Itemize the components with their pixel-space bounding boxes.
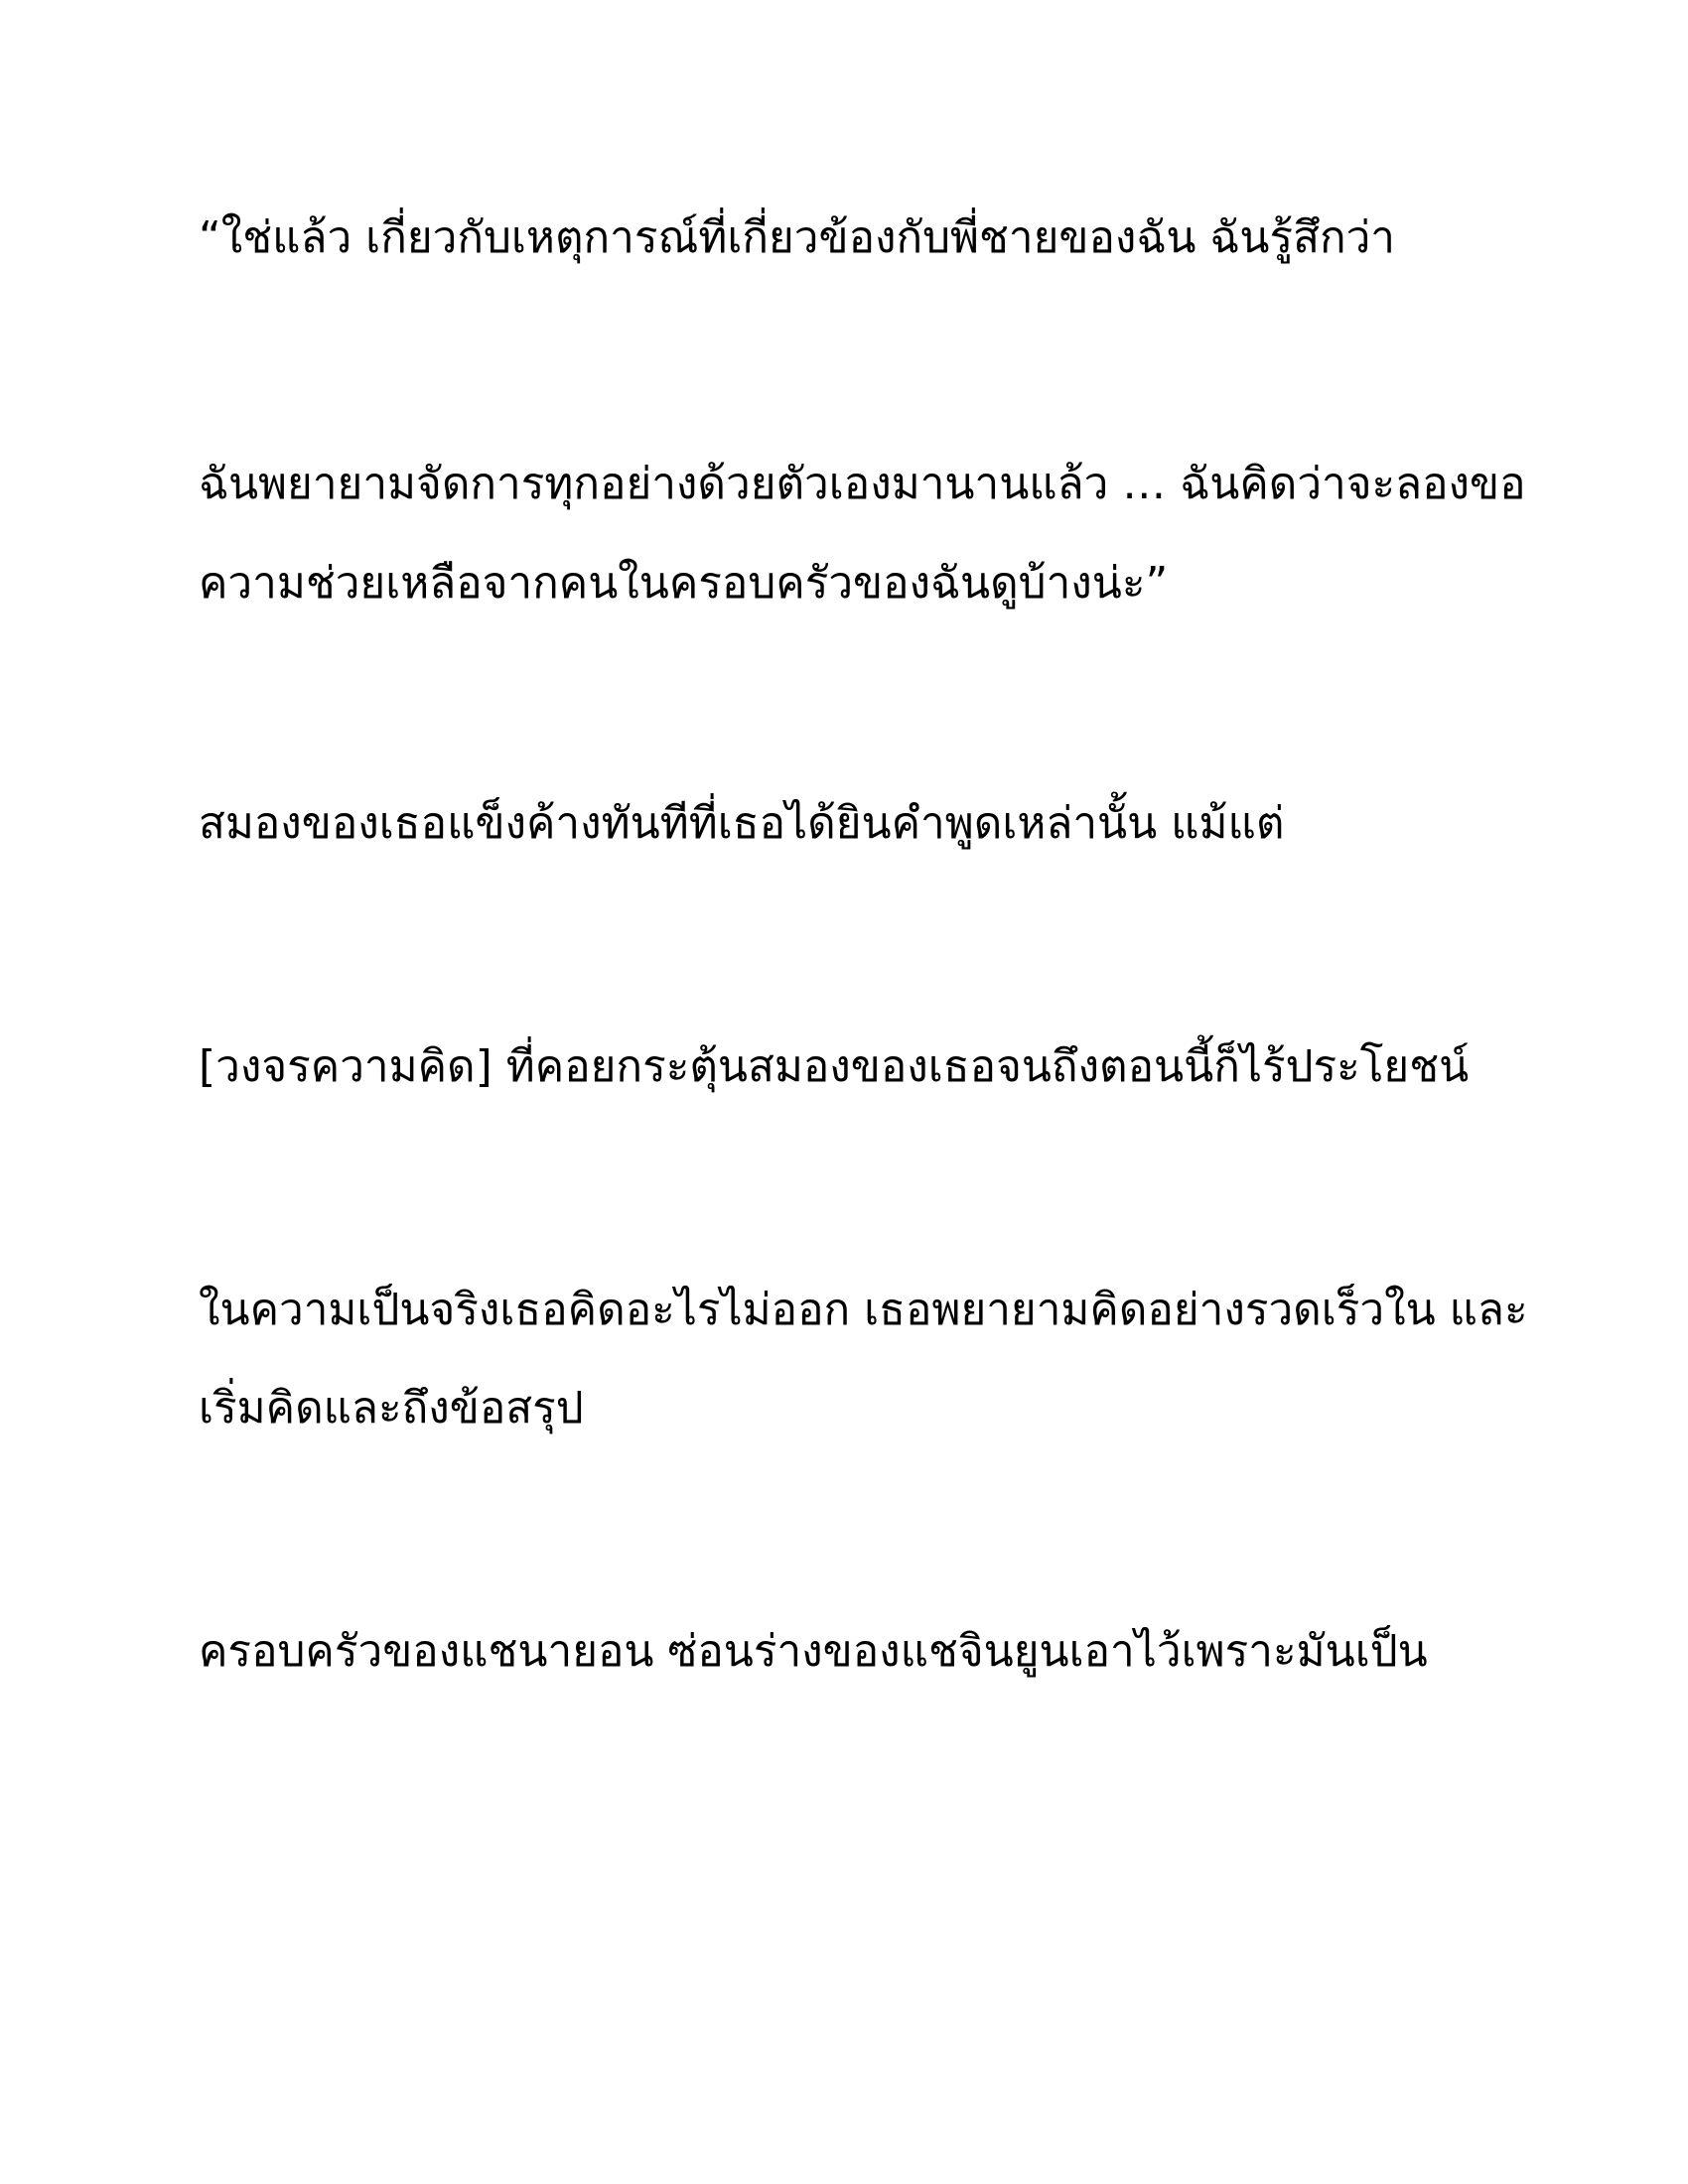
- paragraph-6-line-1: ครอบครัวของแชนายอน ซ่อนร่างของแชจินยูนเอาไว้เพราะมันเป็น: [199, 1626, 1428, 1677]
- paragraph-1-line-1: “ใช่แล้ว เกี่ยวกับเหตุการณ์ที่เกี่ยวข้องกับพี่ชายของฉัน ฉันรู้สึกว่า: [199, 212, 1396, 263]
- paragraph-3-line-1: สมองของเธอแข็งค้างทันทีที่เธอได้ยินคำพูดเหล่านั้น แม้แต่: [199, 798, 1285, 849]
- paragraph-2-line-1: ฉันพยายามจัดการทุกอย่างด้วยตัวเองมานานแล้ว … ฉันคิดว่าจะลองขอ: [199, 459, 1526, 509]
- paragraph-2-line-2: ความช่วยเหลือจากคนในครอบครัวของฉันดูบ้างน่ะ”: [199, 558, 1169, 609]
- paragraph-5-line-2: เริ่มคิดและถึงข้อสรุป: [199, 1383, 584, 1433]
- paragraph-4-line-1: [วงจรความคิด] ที่คอยกระตุ้นสมองของเธอจนถึงตอนนี้ก็ไร้ประโยชน์: [199, 1041, 1470, 1092]
- paragraph-5-line-1: ในความเป็นจริงเธอคิดอะไรไม่ออก เธอพยายามคิดอย่างรวดเร็วใน และ: [199, 1285, 1528, 1335]
